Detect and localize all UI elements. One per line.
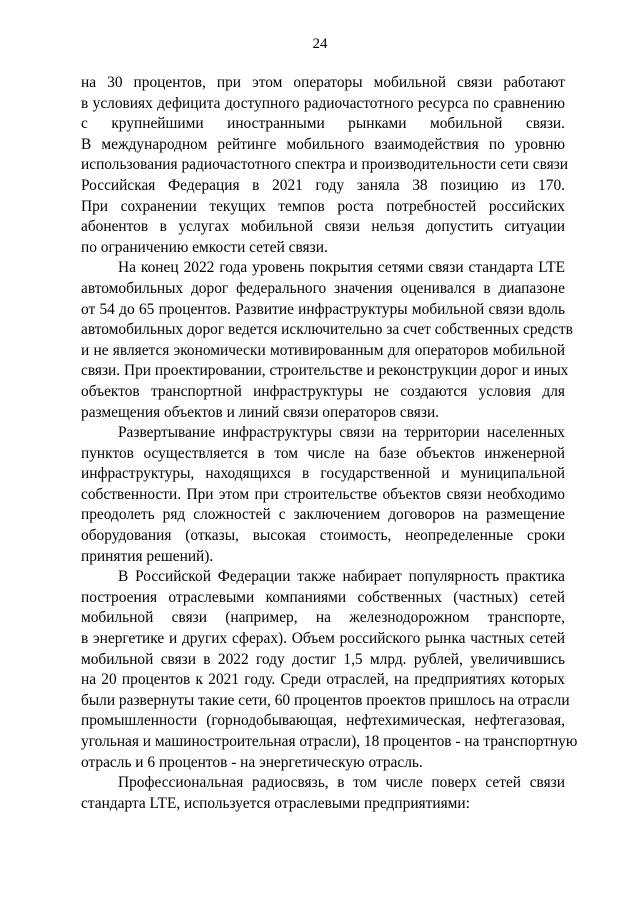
text-line: промышленности (горнодобывающая, нефтехимическая, нефтегазовая, [81, 712, 565, 730]
paragraph [81, 773, 565, 814]
text-line: отрасль и 6 процентов - на энергетическую отрасль. [81, 753, 423, 771]
text-line: пунктов осуществляется в том числе на базе объектов инженерной [81, 444, 565, 462]
text-line: и не является экономически мотивированным для операторов мобильной [81, 341, 565, 359]
text-line: связи. При проектировании, строительстве и реконструкции дорог и иных [81, 362, 569, 380]
text-line: по ограничению емкости сетей связи. [81, 238, 328, 256]
text-line: были развернуты такие сети, 60 процентов проектов пришлось на отрасли [81, 691, 570, 709]
document-body [81, 73, 578, 814]
text-line: автомобильных дорог ведется исключительно за счет собственных средств [81, 321, 573, 339]
text-line: В Российской Федерации также набирает популярность практика [118, 568, 565, 586]
text-line: автомобильных дорог федерального значения оценивался в диапазоне [81, 279, 565, 297]
text-line: в энергетике и других сферах). Объем российского рынка частных сетей [81, 630, 565, 648]
text-line: инфраструктуры, находящихся в государственной и муниципальной [81, 465, 565, 483]
paragraph [81, 258, 573, 423]
paragraph [81, 567, 578, 773]
text-line: в условиях дефицита доступного радиочастотного ресурса по сравнению [81, 94, 565, 112]
text-line: Российская Федерация в 2021 году заняла 38 позицию из 170. [81, 176, 565, 194]
paragraph [81, 423, 565, 567]
text-line: При сохранении текущих темпов роста потребностей российских [81, 197, 565, 215]
text-line: использования радиочастотного спектра и производительности сети связи [81, 156, 569, 174]
text-line: В международном рейтинге мобильного взаимодействия по уровню [81, 135, 565, 153]
text-line: объектов транспортной инфраструктуры не создаются условия для [81, 382, 565, 400]
text-line: принятия решений). [81, 547, 214, 565]
paragraph [81, 73, 569, 258]
text-line: оборудования (отказы, высокая стоимость, неопределенные сроки [81, 527, 565, 545]
text-line: мобильной связи в 2022 году достиг 1,5 млрд. рублей, увеличившись [81, 650, 565, 668]
text-line: преодолеть ряд сложностей с заключением договоров на размещение [81, 506, 565, 524]
text-line: Профессиональная радиосвязь, в том числе поверх сетей связи [118, 774, 565, 792]
page-number: 24 [312, 36, 328, 52]
text-line: собственности. При этом при строительстве объектов связи необходимо [81, 485, 565, 503]
text-line: мобильной связи (например, на железнодорожном транспорте, [81, 609, 565, 627]
text-line: стандарта LTE, используется отраслевыми предприятиями: [81, 794, 470, 812]
text-line: от 54 до 65 процентов. Развитие инфраструктуры мобильной связи вдоль [81, 300, 565, 318]
text-line: построения отраслевыми компаниями собственных (частных) сетей [81, 588, 565, 606]
text-line: на 30 процентов, при этом операторы мобильной связи работают [81, 74, 565, 91]
text-line: угольная и машиностроительная отрасли), 18 процентов - на транспортную [81, 733, 578, 750]
text-line: Развертывание инфраструктуры связи на территории населенных [118, 424, 565, 442]
text-line: с крупнейшими иностранными рынками мобильной связи. [81, 115, 565, 133]
text-line: абонентов в услугах мобильной связи нельзя допустить ситуации [81, 218, 565, 236]
text-line: На конец 2022 года уровень покрытия сетями связи стандарта LTE [118, 259, 565, 277]
text-line: размещения объектов и линий связи операторов связи. [81, 403, 440, 421]
text-line: на 20 процентов к 2021 году. Среди отраслей, на предприятиях которых [81, 671, 565, 689]
